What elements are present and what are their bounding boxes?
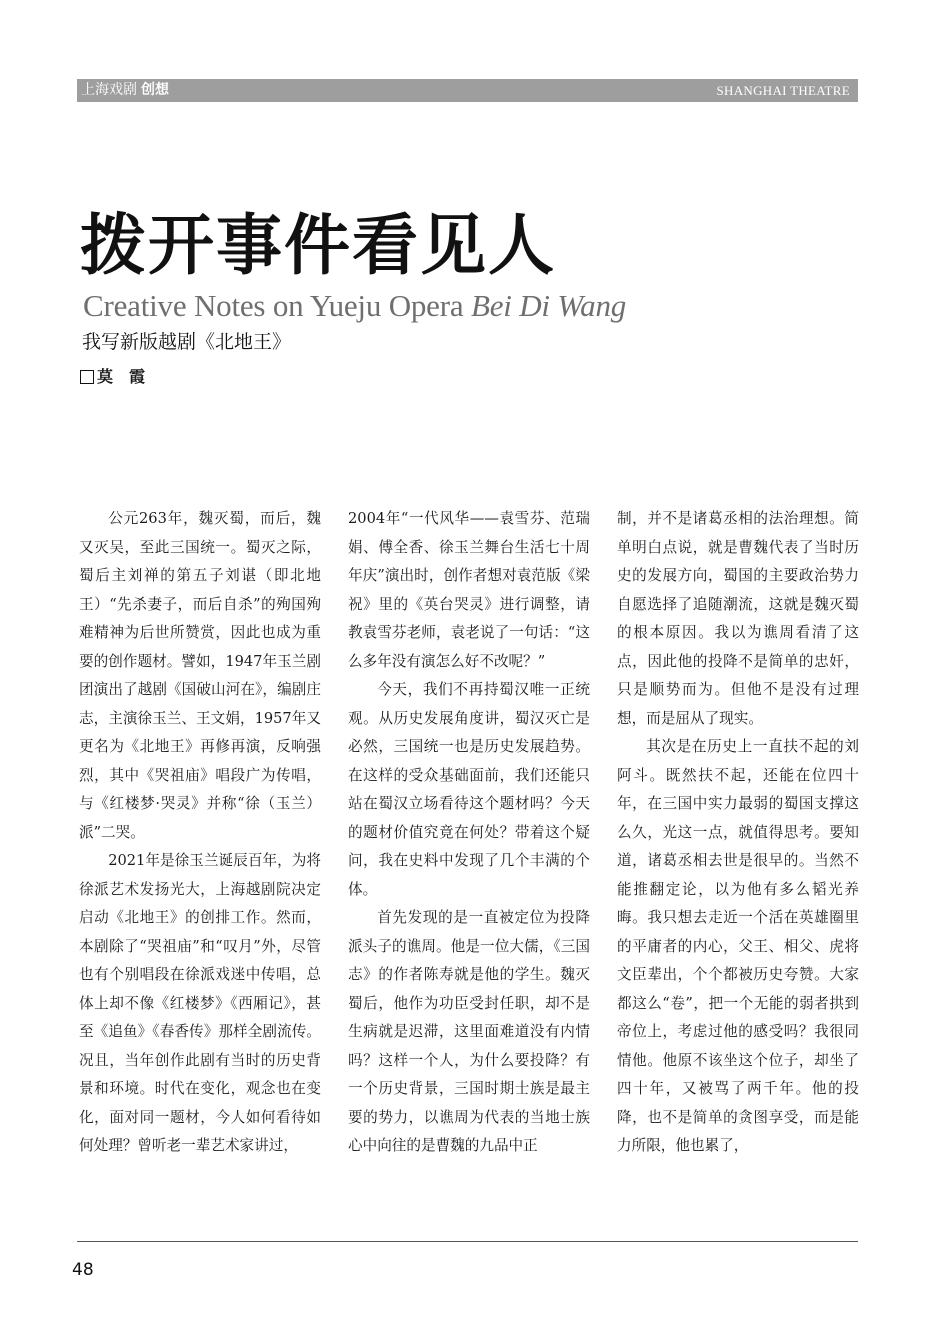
page-number: 48 <box>72 1260 94 1280</box>
english-title-italic: Bei Di Wang <box>470 288 627 323</box>
header-bar <box>77 79 858 102</box>
text-column-1 <box>79 505 321 1161</box>
article-subtitle: 我写新版越剧《北地王》 <box>82 331 292 353</box>
paragraph: 公元263年，魏灭蜀，而后，魏又灭吴，至此三国统一。蜀灭之际，蜀后主刘禅的第五子刘谌（即北地王）“先杀妻子，而后自杀”的殉国殉难精神为后世所赞赏，因此也成为重要的创作题材。譬如，1947年玉兰剧团演出了越剧《国破山河在》，编剧庄志，主演徐玉兰、王文娟，1957年又更名为《北地王》再修再演，反响强烈，其中《哭祖庙》唱段广为传唱，与《红楼梦·哭灵》并称“徐（玉兰）派”二哭。 <box>79 510 321 841</box>
paragraph: 2021年是徐玉兰诞辰百年，为将徐派艺术发扬光大，上海越剧院决定启动《北地王》的创排工作。然而，本剧除了“哭祖庙”和“叹月”外，尽管也有个别唱段在徐派戏迷中传唱，总体上却不像《红楼梦》《西厢记》，甚至《追鱼》《春香传》那样全剧流传。况且，当年创作此剧有当时的历史背景和环境。时代在变化，观念也在变化，面对同一题材，今人如何看待如何处理？曾听老一辈艺术家讲过， <box>79 852 321 1154</box>
header-magazine <box>81 82 169 99</box>
magazine-name: 上海戏剧 <box>81 82 137 98</box>
english-title-roman: Creative Notes on Yueju Opera <box>83 288 471 323</box>
paragraph: 首先发现的是一直被定位为投降派头子的谯周。他是一位大儒，《三国志》的作者陈寿就是他的学生。魏灭蜀后，他作为功臣受封任职，却不是生病就是迟滞，这里面难道没有内情吗？这样一个人，为什么要投降？有一个历史背景，三国时期士族是最主要的势力，以谯周为代表的当地士族心中向往的是曹魏的九品中正 <box>348 909 590 1154</box>
paragraph: 今天，我们不再持蜀汉唯一正统观。从历史发展角度讲，蜀汉灭亡是必然，三国统一也是历史发展趋势。在这样的受众基础面前，我们还能只站在蜀汉立场看待这个题材吗？今天的题材价值究竟在何处？带着这个疑问，我在史料中发现了几个丰满的个体。 <box>348 681 590 898</box>
text-column-3 <box>617 505 859 1161</box>
text-column-2 <box>348 505 590 1161</box>
header-english-name: SHANGHAI THEATRE <box>716 83 850 98</box>
paragraph: 其次是在历史上一直扶不起的刘阿斗。既然扶不起，还能在位四十年，在三国中实力最弱的蜀国支撑这么久，光这一点，就值得思考。要知道，诸葛丞相去世是很早的。当然不能推翻定论，以为他有多么韬光养晦。我只想去走近一个活在英雄圈里的平庸者的内心，父王、相父、虎将文臣辈出，个个都被历史夸赞。大家都这么“卷”，把一个无能的弱者拱到帝位上，考虑过他的感受吗？我很同情他。他原不该坐这个位子，却坐了四十年，又被骂了两千年。他的投降，也不是简单的贪图享受，而是能力所限，他也累了， <box>617 738 859 1154</box>
author-name: 莫 霞 <box>97 367 146 386</box>
footer-rule <box>77 1241 858 1242</box>
author-box-icon <box>80 370 94 384</box>
author-line <box>80 367 145 387</box>
english-title <box>83 287 626 325</box>
section-name: 创想 <box>141 82 169 98</box>
paragraph-continued: 制，并不是诸葛丞相的法治理想。简单明白点说，就是曹魏代表了当时历史的发展方向，蜀国的主要政治势力自愿选择了追随潮流，这就是魏灭蜀的根本原因。我以为谯周看清了这点，因此他的投降不是简单的忠奸，只是顺势而为。但他不是没有过理想，而是屈从了现实。 <box>617 510 859 727</box>
paragraph-continued: 2004年“一代风华——袁雪芬、范瑞娟、傅全香、徐玉兰舞台生活七十周年庆”演出时，创作者想对袁范版《梁祝》里的《英台哭灵》进行调整，请教袁雪芬老师，袁老说了一句话：“这么多年没有演怎么好不改呢？” <box>348 510 590 670</box>
article-title: 拨开事件看见人 <box>80 206 556 284</box>
